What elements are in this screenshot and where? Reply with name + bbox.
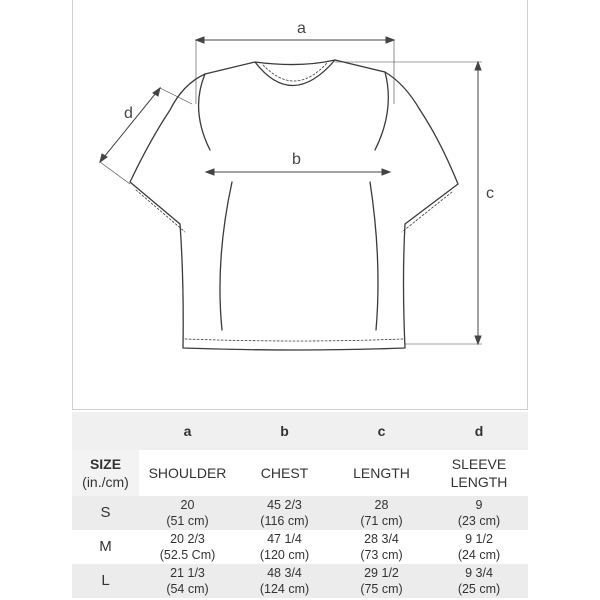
header-sleeve-length: SLEEVE LENGTH xyxy=(430,450,528,496)
letter-c: c xyxy=(333,412,430,450)
right-sleeve-seam xyxy=(375,72,388,150)
value-cell: 28 3/4 (73 cm) xyxy=(333,530,430,564)
table-row xyxy=(72,564,528,598)
table-row xyxy=(72,530,528,564)
value-cell: 47 1/4 (120 cm) xyxy=(236,530,333,564)
header-row xyxy=(72,450,528,496)
letter-d: d xyxy=(430,412,528,450)
label-a: a xyxy=(297,20,306,37)
left-body-curve xyxy=(220,182,232,330)
dim-d-line xyxy=(100,88,160,162)
value-cell: 20 (51 cm) xyxy=(139,496,236,530)
left-cuff xyxy=(136,190,185,232)
size-cell: L xyxy=(72,564,139,598)
tshirt-outline xyxy=(130,60,458,350)
header-length: LENGTH xyxy=(333,450,430,496)
letter-a: a xyxy=(139,412,236,450)
value-cell: 28 (71 cm) xyxy=(333,496,430,530)
hem-stitch xyxy=(185,339,403,341)
label-d: d xyxy=(124,105,133,122)
header-shoulder: SHOULDER xyxy=(139,450,236,496)
value-cell: 29 1/2 (75 cm) xyxy=(333,564,430,598)
value-cell: 9 3/4 (25 cm) xyxy=(430,564,528,598)
label-b: b xyxy=(292,151,301,168)
value-cell: 48 3/4 (124 cm) xyxy=(236,564,333,598)
letter-b: b xyxy=(236,412,333,450)
right-body-curve xyxy=(370,182,378,330)
size-header: SIZE (in./cm) xyxy=(72,450,139,496)
size-cell: M xyxy=(72,530,139,564)
right-cuff xyxy=(402,192,452,232)
header-chest: CHEST xyxy=(236,450,333,496)
size-cell: S xyxy=(72,496,139,530)
table-row xyxy=(72,496,528,530)
value-cell: 21 1/3 (54 cm) xyxy=(139,564,236,598)
size-chart-table xyxy=(72,412,528,598)
value-cell: 20 2/3 (52.5 Cm) xyxy=(139,530,236,564)
letter-row xyxy=(72,412,528,450)
value-cell: 45 2/3 (116 cm) xyxy=(236,496,333,530)
label-c: c xyxy=(486,185,494,202)
value-cell: 9 (23 cm) xyxy=(430,496,528,530)
value-cell: 9 1/2 (24 cm) xyxy=(430,530,528,564)
left-sleeve-seam xyxy=(199,74,210,150)
